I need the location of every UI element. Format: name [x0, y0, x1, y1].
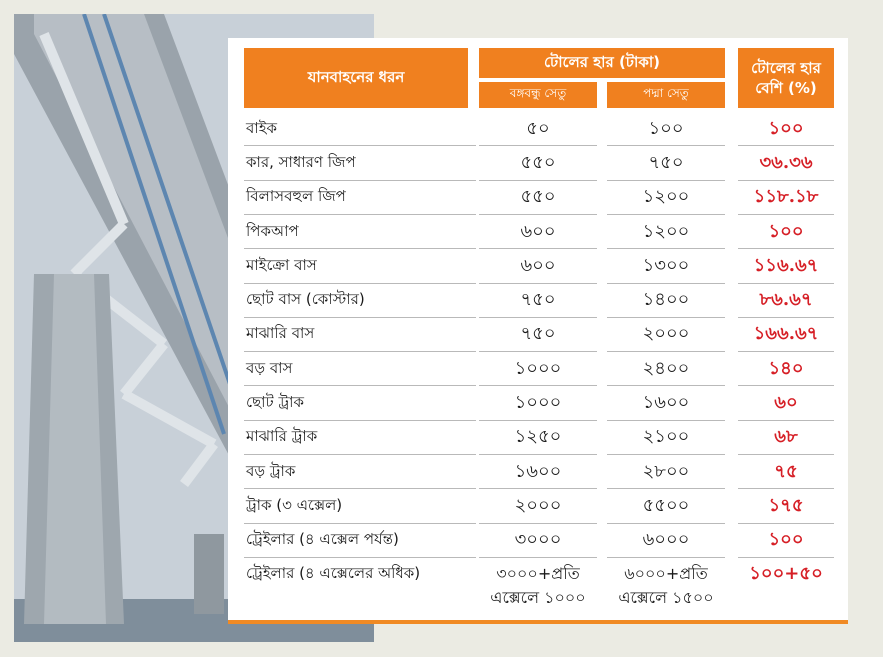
table-row-padma: ৭৫০	[648, 151, 684, 173]
row-divider	[738, 454, 834, 455]
table-row-vehicle: ছোট বাস (কোস্টার)	[246, 290, 365, 309]
row-divider	[738, 180, 834, 181]
row-divider	[607, 454, 725, 455]
row-divider	[607, 420, 725, 421]
table-row-bangabandhu: ৫৫০	[520, 151, 556, 173]
header-extra-percent	[738, 48, 834, 108]
row-divider	[738, 145, 834, 146]
row-divider	[738, 420, 834, 421]
table-row-extra-percent: ১০০	[768, 117, 804, 139]
row-divider	[479, 523, 597, 524]
table-row-vehicle: মাঝারি ট্রাক	[246, 427, 318, 446]
header-padma: পদ্মা সেতু	[607, 82, 725, 108]
table-row-bangabandhu: ৬০০	[520, 254, 556, 276]
table-row-padma: ১২০০	[642, 186, 690, 208]
row-divider	[244, 454, 476, 455]
table-row-bangabandhu: ৫৫০	[520, 186, 556, 208]
table-row-vehicle: বড় ট্রাক	[246, 461, 296, 480]
row-divider	[479, 488, 597, 489]
row-divider	[244, 557, 476, 558]
row-divider	[738, 248, 834, 249]
table-row-bangabandhu: ৬০০	[520, 220, 556, 242]
row-divider	[479, 351, 597, 352]
row-divider	[244, 145, 476, 146]
row-divider	[244, 283, 476, 284]
row-divider	[244, 420, 476, 421]
table-row-bangabandhu: ১০০০	[514, 392, 562, 414]
table-row-vehicle: কার, সাধারণ জিপ	[246, 152, 356, 171]
row-divider	[244, 351, 476, 352]
table-row-extra-percent: ১০০	[768, 220, 804, 242]
row-divider	[479, 454, 597, 455]
table-row-vehicle: বাইক	[246, 118, 277, 137]
table-row-padma: ২০০০	[642, 323, 690, 345]
row-divider	[607, 385, 725, 386]
table-row-vehicle: ট্রেইলার (৪ এক্সেল পর্যন্ত)	[246, 530, 399, 549]
table-row-padma: ২৮০০	[642, 460, 690, 482]
table-row-padma: ১৩০০	[642, 254, 690, 276]
row-divider	[607, 557, 725, 558]
row-divider	[479, 180, 597, 181]
row-divider	[607, 214, 725, 215]
bangabandhu-line2: এক্সেলে ১০০০	[490, 588, 586, 607]
row-divider	[738, 385, 834, 386]
row-divider	[738, 317, 834, 318]
table-row-padma: ২১০০	[642, 426, 690, 448]
table-row-padma: ১৬০০	[642, 392, 690, 414]
row-divider	[479, 385, 597, 386]
padma-line1: ৬০০০+প্রতি	[624, 564, 708, 583]
table-row-bangabandhu	[479, 560, 597, 612]
row-divider	[479, 557, 597, 558]
table-row-padma: ২৪০০	[642, 357, 690, 379]
table-row-padma: ১০০	[648, 117, 684, 139]
table-row-extra-percent: ৬৮	[774, 426, 798, 448]
table-row-extra-percent: ১১৮.১৮	[753, 186, 819, 208]
row-divider	[244, 488, 476, 489]
header-bangabandhu: বঙ্গবন্ধু সেতু	[479, 82, 597, 108]
table-row-extra-percent: ৬০	[774, 392, 798, 414]
table-row-padma: ১৪০০	[642, 289, 690, 311]
row-divider	[479, 214, 597, 215]
table-row-vehicle: ট্রাক (৩ এক্সেল)	[246, 495, 343, 514]
header-toll-rate: টোলের হার (টাকা)	[479, 48, 725, 78]
header-extra-percent-line1: টোলের হার	[751, 59, 821, 77]
table-row-vehicle: পিকআপ	[246, 221, 299, 240]
row-divider	[244, 248, 476, 249]
row-divider	[479, 420, 597, 421]
table-row-extra-percent: ১৬৬.৬৭	[753, 323, 819, 345]
header-vehicle-type: যানবাহনের ধরন	[244, 48, 468, 108]
row-divider	[479, 317, 597, 318]
table-row-extra-percent: ১০০	[768, 529, 804, 551]
table-row-vehicle: বড় বাস	[246, 358, 293, 377]
table-row-extra-percent: ১৪০	[768, 357, 804, 379]
table-row-extra-percent: ১০০+৫০	[749, 562, 823, 584]
header-extra-percent-line2: বেশি (%)	[755, 79, 817, 97]
row-divider	[479, 283, 597, 284]
table-row-bangabandhu: ৫০	[526, 117, 550, 139]
row-divider	[244, 385, 476, 386]
row-divider	[479, 248, 597, 249]
table-row-extra-percent: ৮৬.৬৭	[759, 289, 813, 311]
row-divider	[607, 248, 725, 249]
table-row-padma	[607, 560, 725, 612]
row-divider	[607, 523, 725, 524]
table-row-extra-percent: ১১৬.৬৭	[753, 254, 819, 276]
row-divider	[738, 488, 834, 489]
row-divider	[607, 351, 725, 352]
bangabandhu-line1: ৩০০০+প্রতি	[496, 564, 580, 583]
table-row-bangabandhu: ১০০০	[514, 357, 562, 379]
row-divider	[244, 317, 476, 318]
table-row-extra-percent: ৭৫	[774, 460, 798, 482]
table-row-vehicle: মাইক্রো বাস	[246, 255, 317, 274]
row-divider	[607, 283, 725, 284]
table-row-bangabandhu: ৭৫০	[520, 289, 556, 311]
table-row-padma: ৬০০০	[642, 529, 690, 551]
row-divider	[607, 145, 725, 146]
table-row-bangabandhu: ১২৫০	[514, 426, 562, 448]
row-divider	[607, 488, 725, 489]
row-divider	[244, 214, 476, 215]
orange-bottom-bar	[228, 620, 848, 624]
row-divider	[479, 145, 597, 146]
table-row-bangabandhu: ৩০০০	[514, 529, 562, 551]
row-divider	[244, 523, 476, 524]
table-row-bangabandhu: ৭৫০	[520, 323, 556, 345]
table-row-vehicle: বিলাসবহুল জিপ	[246, 187, 346, 206]
table-row-padma: ১২০০	[642, 220, 690, 242]
table-row-padma: ৫৫০০	[642, 494, 690, 516]
table-row-extra-percent: ৩৬.৩৬	[759, 151, 813, 173]
table-row-bangabandhu: ২০০০	[514, 494, 562, 516]
row-divider	[738, 523, 834, 524]
row-divider	[738, 214, 834, 215]
table-row-extra-percent: ১৭৫	[768, 494, 804, 516]
row-divider	[244, 180, 476, 181]
row-divider	[607, 317, 725, 318]
row-divider	[738, 351, 834, 352]
table-row-vehicle: মাঝারি বাস	[246, 324, 315, 343]
padma-line2: এক্সেলে ১৫০০	[618, 588, 714, 607]
table-row-bangabandhu: ১৬০০	[514, 460, 562, 482]
row-divider	[607, 180, 725, 181]
table-row-vehicle: ট্রেইলার (৪ এক্সেলের অধিক)	[246, 563, 421, 582]
row-divider	[738, 283, 834, 284]
table-row-vehicle: ছোট ট্রাক	[246, 393, 304, 412]
